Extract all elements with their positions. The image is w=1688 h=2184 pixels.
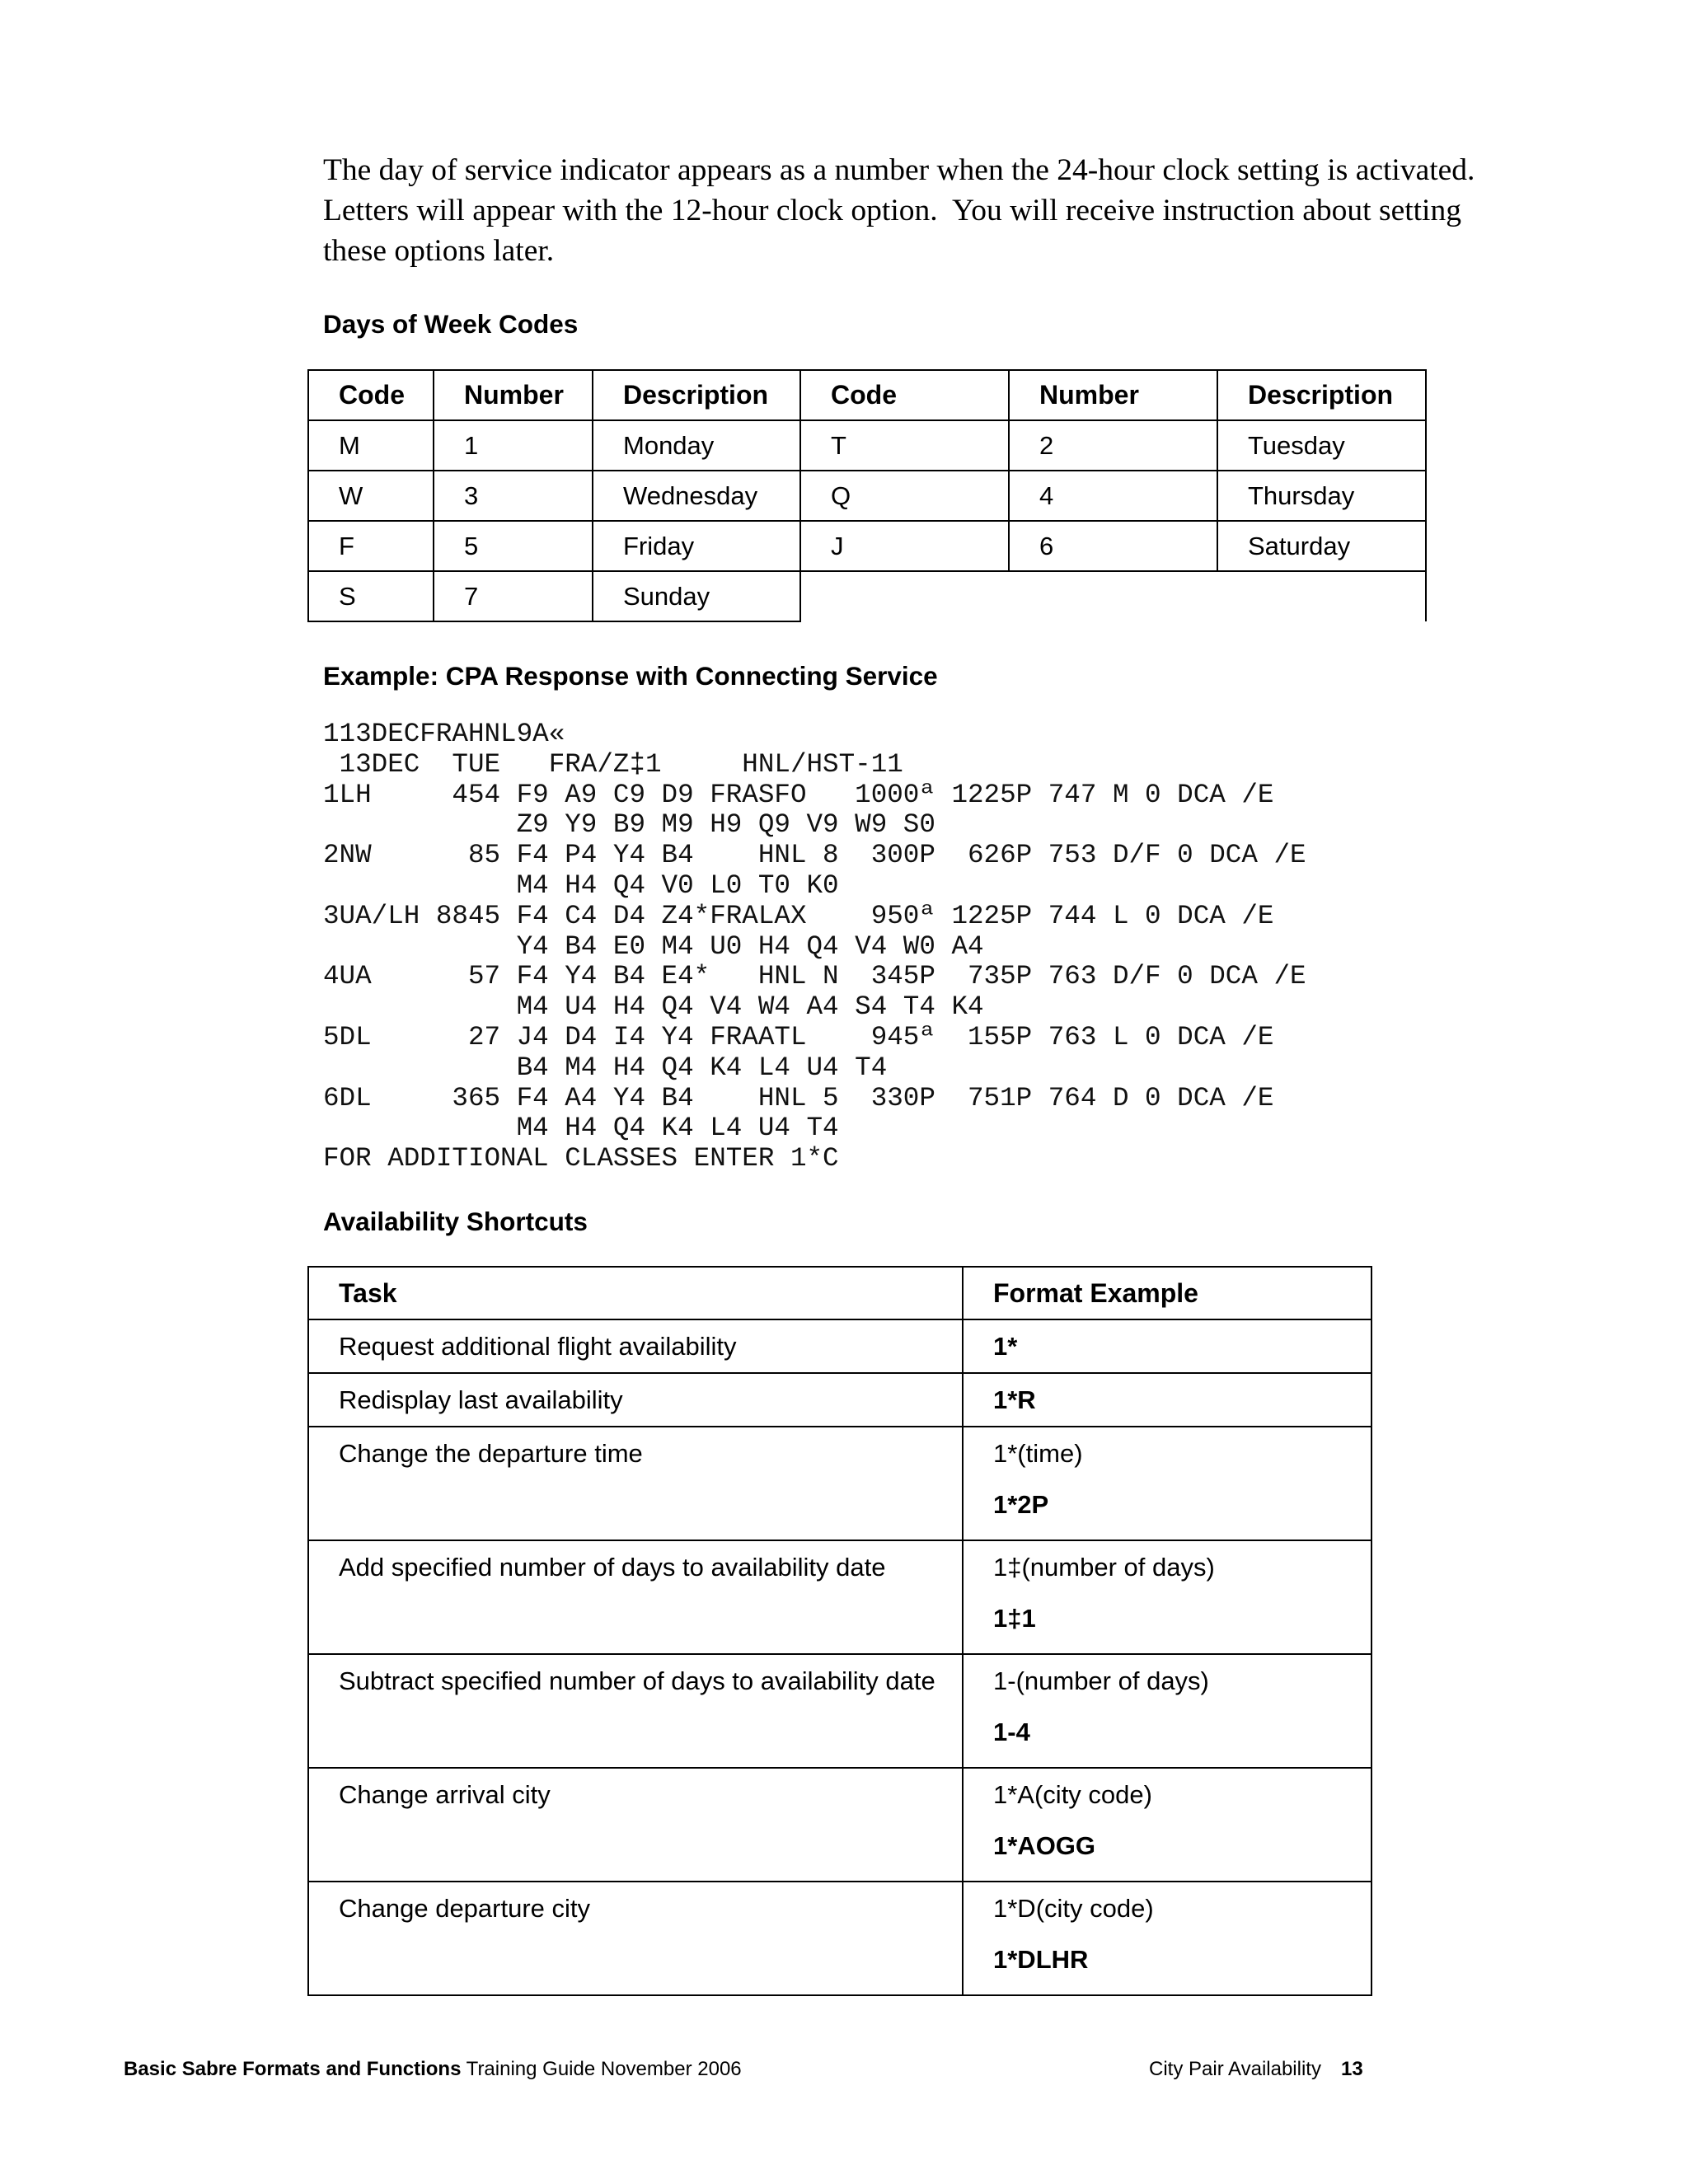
task-cell: Add specified number of days to availability date: [308, 1540, 963, 1654]
table-header-row: [308, 1267, 1372, 1319]
table-cell: Thursday: [1217, 471, 1426, 521]
table-cell: 1: [434, 420, 593, 471]
table-row: [308, 1882, 1372, 1995]
footer-section-name: City Pair Availability: [1149, 2058, 1321, 2080]
example-heading: Example: CPA Response with Connecting Service: [323, 661, 938, 691]
cpa-response-example: [323, 719, 1306, 1174]
table-row: [308, 1654, 1372, 1768]
table-cell: S: [308, 571, 434, 621]
table-row: [308, 521, 1426, 571]
format-example: 1-4: [993, 1718, 1030, 1746]
table-cell: Monday: [593, 420, 800, 471]
intro-line: Letters will appear with the 12-hour clock option. You will receive instruction about setting: [323, 194, 1461, 227]
footer-section: [1149, 2058, 1363, 2081]
table-cell: Q: [800, 471, 1009, 521]
table-cell: J: [800, 521, 1009, 571]
availability-shortcuts-table: [307, 1266, 1372, 1996]
table-cell: 2: [1009, 420, 1217, 471]
table-cell: Friday: [593, 521, 800, 571]
table-row: [308, 1373, 1372, 1427]
table-cell: M: [308, 420, 434, 471]
task-cell: Change departure city: [308, 1882, 963, 1995]
response-line: 6DL 365 F4 A4 Y4 B4 HNL 5 330P 751P 764 D 0 DCA /E: [323, 1082, 1274, 1113]
response-line: Z9 Y9 B9 M9 H9 Q9 V9 W9 S0: [323, 809, 935, 841]
table-cell: Tuesday: [1217, 420, 1426, 471]
task-cell: Change arrival city: [308, 1768, 963, 1882]
footer-title: [124, 2058, 742, 2081]
format-cell: [963, 1654, 1372, 1768]
table-cell: F: [308, 521, 434, 571]
format-cell: 1*: [963, 1319, 1372, 1373]
format-syntax: 1*(time): [993, 1439, 1083, 1468]
response-line: 1LH 454 F9 A9 C9 D9 FRASFO 1000ª 1225P 747 M 0 DCA /E: [323, 779, 1274, 810]
page-number: 13: [1340, 2058, 1363, 2080]
days-of-week-heading: Days of Week Codes: [323, 309, 579, 339]
response-line: 2NW 85 F4 P4 Y4 B4 HNL 8 300P 626P 753 D/F 0 DCA /E: [323, 840, 1306, 871]
response-line: 3UA/LH 8845 F4 C4 D4 Z4*FRALAX 950ª 1225P 744 L 0 DCA /E: [323, 900, 1274, 931]
response-line: FOR ADDITIONAL CLASSES ENTER 1*C: [323, 1143, 839, 1174]
days-of-week-table: [307, 369, 1427, 622]
intro-line: these options later.: [323, 234, 555, 268]
shortcuts-heading: Availability Shortcuts: [323, 1207, 588, 1236]
format-syntax: 1*D(city code): [993, 1894, 1154, 1923]
footer-title-rest: Training Guide November 2006: [461, 2058, 742, 2080]
response-line: M4 U4 H4 Q4 V4 W4 A4 S4 T4 K4: [323, 991, 984, 1023]
format-cell: [963, 1768, 1372, 1882]
table-cell: 4: [1009, 471, 1217, 521]
table-cell: Sunday: [593, 571, 800, 621]
table-row: [308, 1427, 1372, 1540]
format-example: 1*AOGG: [993, 1831, 1096, 1860]
table-cell: 3: [434, 471, 593, 521]
table-cell: 7: [434, 571, 593, 621]
task-cell: Change the departure time: [308, 1427, 963, 1540]
table-cell: Saturday: [1217, 521, 1426, 571]
table-cell: 5: [434, 521, 593, 571]
intro-paragraph: [323, 150, 1477, 271]
intro-line: The day of service indicator appears as a number when the 24-hour clock setting is activated.: [323, 153, 1475, 187]
footer-title-bold: Basic Sabre Formats and Functions: [124, 2058, 462, 2080]
header-cell: Number: [1009, 370, 1217, 420]
table-cell: Wednesday: [593, 471, 800, 521]
table-cell: 6: [1009, 521, 1217, 571]
response-line: 5DL 27 J4 D4 I4 Y4 FRAATL 945ª 155P 763 L 0 DCA /E: [323, 1021, 1274, 1052]
format-cell: [963, 1882, 1372, 1995]
header-cell: Format Example: [963, 1267, 1372, 1319]
task-cell: Request additional flight availability: [308, 1319, 963, 1373]
response-line: B4 M4 H4 Q4 K4 L4 U4 T4: [323, 1052, 888, 1083]
format-cell: [963, 1540, 1372, 1654]
header-cell: Number: [434, 370, 593, 420]
format-cell: 1*R: [963, 1373, 1372, 1427]
table-row: [308, 1768, 1372, 1882]
header-cell: Description: [593, 370, 800, 420]
table-row: [308, 1319, 1372, 1373]
response-line: 4UA 57 F4 Y4 B4 E4* HNL N 345P 735P 763 D/F 0 DCA /E: [323, 961, 1306, 992]
table-row: [308, 1540, 1372, 1654]
table-cell: T: [800, 420, 1009, 471]
header-cell: Description: [1217, 370, 1426, 420]
format-syntax: 1-(number of days): [993, 1666, 1209, 1695]
response-line: 113DECFRAHNL9A«: [323, 719, 565, 749]
response-line: M4 H4 Q4 V0 L0 T0 K0: [323, 869, 839, 901]
header-cell: Code: [308, 370, 434, 420]
format-syntax: 1‡(number of days): [993, 1553, 1215, 1582]
empty-cell: [800, 571, 1426, 621]
table-row: [308, 420, 1426, 471]
header-cell: Code: [800, 370, 1009, 420]
table-header-row: [308, 370, 1426, 420]
table-cell: W: [308, 471, 434, 521]
task-cell: Subtract specified number of days to availability date: [308, 1654, 963, 1768]
header-cell: Task: [308, 1267, 963, 1319]
table-row: [308, 471, 1426, 521]
task-cell: Redisplay last availability: [308, 1373, 963, 1427]
table-row: [308, 571, 1426, 621]
format-example: 1*2P: [993, 1490, 1049, 1519]
format-example: 1‡1: [993, 1604, 1036, 1633]
response-line: M4 H4 Q4 K4 L4 U4 T4: [323, 1113, 839, 1144]
response-line: 13DEC TUE FRA/Z‡1 HNL/HST-11: [323, 748, 903, 780]
format-syntax: 1*A(city code): [993, 1780, 1152, 1809]
response-line: Y4 B4 E0 M4 U0 H4 Q4 V4 W0 A4: [323, 930, 984, 962]
format-example: 1*DLHR: [993, 1945, 1089, 1974]
format-cell: [963, 1427, 1372, 1540]
